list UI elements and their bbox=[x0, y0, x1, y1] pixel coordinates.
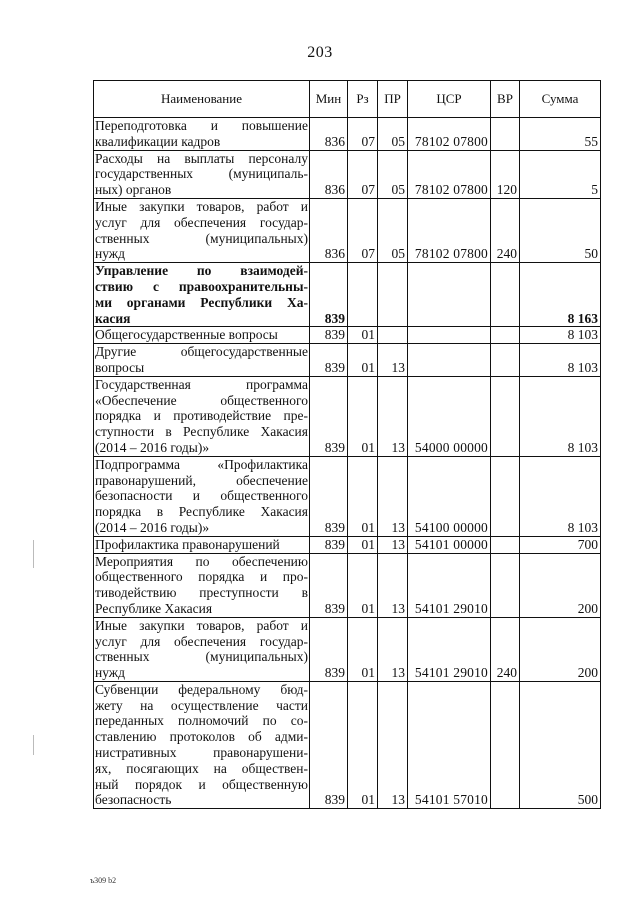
cell-sum: 200 bbox=[520, 553, 601, 617]
cell-pr: 13 bbox=[378, 536, 408, 553]
cell-min: 839 bbox=[310, 344, 348, 377]
table-row bbox=[94, 344, 601, 377]
cell-sum: 8 103 bbox=[520, 456, 601, 536]
cell-name-line: государственных (муниципаль- bbox=[95, 166, 308, 182]
cell-name-line: услуг для обеспечения государ- bbox=[95, 633, 308, 649]
cell-csr bbox=[408, 344, 491, 377]
cell-name bbox=[94, 198, 310, 262]
cell-rz: 01 bbox=[348, 456, 378, 536]
cell-name bbox=[94, 344, 310, 377]
table-body bbox=[94, 118, 601, 809]
cell-name bbox=[94, 553, 310, 617]
header-name: Наименование bbox=[94, 81, 310, 118]
cell-sum: 500 bbox=[520, 681, 601, 808]
header-pr: ПР bbox=[378, 81, 408, 118]
cell-pr: 05 bbox=[378, 118, 408, 151]
cell-csr: 54101 29010 bbox=[408, 617, 491, 681]
table-row bbox=[94, 681, 601, 808]
cell-vr bbox=[491, 327, 520, 344]
cell-pr: 13 bbox=[378, 617, 408, 681]
cell-name-line: ступности в Республике Хакасия bbox=[95, 424, 308, 440]
cell-vr bbox=[491, 344, 520, 377]
cell-rz: 07 bbox=[348, 198, 378, 262]
table-row bbox=[94, 536, 601, 553]
cell-min: 836 bbox=[310, 198, 348, 262]
cell-csr: 54101 29010 bbox=[408, 553, 491, 617]
scan-edge-mark bbox=[33, 735, 34, 755]
cell-name-line: порядка и противодействие пре- bbox=[95, 408, 308, 424]
header-min: Мин bbox=[310, 81, 348, 118]
cell-sum: 55 bbox=[520, 118, 601, 151]
cell-csr: 78102 07800 bbox=[408, 118, 491, 151]
cell-rz: 01 bbox=[348, 553, 378, 617]
cell-vr bbox=[491, 118, 520, 151]
cell-rz: 01 bbox=[348, 681, 378, 808]
header-sum: Сумма bbox=[520, 81, 601, 118]
cell-name-line: Мероприятия по обеспечению bbox=[95, 553, 308, 569]
cell-min: 839 bbox=[310, 327, 348, 344]
cell-name-line: Государственная программа bbox=[95, 376, 308, 392]
cell-name-line: тиводействию преступности в bbox=[95, 585, 308, 601]
cell-name-line: порядка в Республике Хакасия bbox=[95, 504, 308, 520]
cell-name bbox=[94, 376, 310, 456]
cell-name-line: общественного порядка и про- bbox=[95, 569, 308, 585]
cell-name-line: Другие общегосударственные bbox=[95, 344, 308, 360]
cell-name-line: ми органами Республики Ха- bbox=[95, 294, 308, 310]
cell-vr: 240 bbox=[491, 617, 520, 681]
cell-csr: 54101 57010 bbox=[408, 681, 491, 808]
cell-min: 839 bbox=[310, 263, 348, 327]
cell-pr: 13 bbox=[378, 344, 408, 377]
cell-name-line: безопасность bbox=[95, 792, 172, 808]
cell-rz bbox=[348, 263, 378, 327]
cell-pr: 05 bbox=[378, 198, 408, 262]
cell-csr: 54000 00000 bbox=[408, 376, 491, 456]
cell-name-line: Переподготовка и повышение bbox=[95, 118, 308, 133]
cell-name bbox=[94, 118, 310, 151]
cell-sum: 8 103 bbox=[520, 344, 601, 377]
cell-pr: 05 bbox=[378, 150, 408, 198]
cell-name bbox=[94, 327, 310, 344]
cell-pr: 13 bbox=[378, 376, 408, 456]
cell-name-line: ях, посягающих на обществен- bbox=[95, 760, 308, 776]
cell-min: 839 bbox=[310, 553, 348, 617]
budget-table bbox=[93, 80, 601, 809]
cell-name-line: Профилактика правонарушений bbox=[95, 536, 280, 552]
cell-vr: 120 bbox=[491, 150, 520, 198]
cell-vr bbox=[491, 263, 520, 327]
cell-vr bbox=[491, 376, 520, 456]
table-header-row bbox=[94, 81, 601, 118]
cell-csr: 78102 07800 bbox=[408, 150, 491, 198]
header-vr: ВР bbox=[491, 81, 520, 118]
cell-sum: 700 bbox=[520, 536, 601, 553]
cell-sum: 50 bbox=[520, 198, 601, 262]
cell-name-line: переданных полномочий по со- bbox=[95, 713, 308, 729]
cell-vr: 240 bbox=[491, 198, 520, 262]
cell-sum: 8 103 bbox=[520, 376, 601, 456]
cell-rz: 07 bbox=[348, 150, 378, 198]
cell-name-line: вопросы bbox=[95, 359, 145, 375]
cell-name bbox=[94, 456, 310, 536]
cell-name-line: услуг для обеспечения государ- bbox=[95, 214, 308, 230]
cell-min: 836 bbox=[310, 118, 348, 151]
cell-name bbox=[94, 681, 310, 808]
cell-csr: 54101 00000 bbox=[408, 536, 491, 553]
cell-csr: 54100 00000 bbox=[408, 456, 491, 536]
cell-rz: 01 bbox=[348, 536, 378, 553]
cell-name-line: правонарушений, обеспечение bbox=[95, 472, 308, 488]
cell-rz: 01 bbox=[348, 344, 378, 377]
table-row bbox=[94, 263, 601, 327]
cell-name-line: нужд bbox=[95, 246, 125, 262]
cell-pr: 13 bbox=[378, 681, 408, 808]
table-row bbox=[94, 198, 601, 262]
table-row bbox=[94, 327, 601, 344]
cell-csr bbox=[408, 327, 491, 344]
table-row bbox=[94, 118, 601, 151]
cell-vr bbox=[491, 456, 520, 536]
cell-sum: 5 bbox=[520, 150, 601, 198]
cell-csr: 78102 07800 bbox=[408, 198, 491, 262]
cell-name-line: Подпрограмма «Профилактика bbox=[95, 456, 308, 472]
cell-name-line: касия bbox=[95, 310, 131, 326]
cell-sum: 8 163 bbox=[520, 263, 601, 327]
cell-name bbox=[94, 536, 310, 553]
cell-name-line: ставлению протоколов об адми- bbox=[95, 729, 308, 745]
cell-rz: 01 bbox=[348, 327, 378, 344]
cell-name bbox=[94, 150, 310, 198]
cell-name-line: Субвенции федеральному бюд- bbox=[95, 681, 308, 697]
cell-vr bbox=[491, 536, 520, 553]
cell-min: 836 bbox=[310, 150, 348, 198]
cell-name bbox=[94, 617, 310, 681]
cell-name-line: Республике Хакасия bbox=[95, 600, 213, 616]
cell-name-line: нистративных правонарушени- bbox=[95, 745, 308, 761]
cell-name-line: ственных (муниципальных) bbox=[95, 230, 308, 246]
cell-rz: 01 bbox=[348, 376, 378, 456]
cell-rz: 07 bbox=[348, 118, 378, 151]
cell-vr bbox=[491, 553, 520, 617]
cell-csr bbox=[408, 263, 491, 327]
cell-name-line: ствию с правоохранительны- bbox=[95, 278, 308, 294]
header-csr: ЦСР bbox=[408, 81, 491, 118]
cell-name-line: квалификации кадров bbox=[95, 133, 221, 149]
header-rz: Рз bbox=[348, 81, 378, 118]
cell-name-line: ных) органов bbox=[95, 182, 172, 198]
table-row bbox=[94, 553, 601, 617]
table-row bbox=[94, 617, 601, 681]
cell-min: 839 bbox=[310, 456, 348, 536]
cell-name-line: Управление по взаимодей- bbox=[95, 263, 308, 279]
cell-name-line: (2014 – 2016 годы)» bbox=[95, 439, 210, 455]
cell-name-line: безопасности и общественного bbox=[95, 488, 308, 504]
page-number: 203 bbox=[307, 44, 333, 61]
cell-name-line: «Обеспечение общественного bbox=[95, 392, 308, 408]
cell-name-line: ный порядок и общественную bbox=[95, 776, 308, 792]
cell-pr bbox=[378, 263, 408, 327]
cell-pr: 13 bbox=[378, 553, 408, 617]
cell-name-line: жету на осуществление части bbox=[95, 697, 308, 713]
cell-name-line: Иные закупки товаров, работ и bbox=[95, 617, 308, 633]
cell-name-line: (2014 – 2016 годы)» bbox=[95, 519, 210, 535]
cell-pr bbox=[378, 327, 408, 344]
cell-pr: 13 bbox=[378, 456, 408, 536]
cell-name-line: Расходы на выплаты персоналу bbox=[95, 150, 308, 166]
cell-min: 839 bbox=[310, 376, 348, 456]
cell-vr bbox=[491, 681, 520, 808]
cell-name-line: ственных (муниципальных) bbox=[95, 649, 308, 665]
table-row bbox=[94, 150, 601, 198]
cell-name-line: Общегосударственные вопросы bbox=[95, 327, 278, 343]
table-row bbox=[94, 376, 601, 456]
scan-edge-mark bbox=[33, 540, 34, 568]
cell-rz: 01 bbox=[348, 617, 378, 681]
cell-min: 839 bbox=[310, 536, 348, 553]
table-row bbox=[94, 456, 601, 536]
cell-name-line: Иные закупки товаров, работ и bbox=[95, 198, 308, 214]
cell-min: 839 bbox=[310, 681, 348, 808]
cell-sum: 200 bbox=[520, 617, 601, 681]
cell-name-line: нужд bbox=[95, 665, 125, 681]
footer-code: ъ309 b2 bbox=[90, 876, 117, 885]
cell-sum: 8 103 bbox=[520, 327, 601, 344]
cell-name bbox=[94, 263, 310, 327]
cell-min: 839 bbox=[310, 617, 348, 681]
